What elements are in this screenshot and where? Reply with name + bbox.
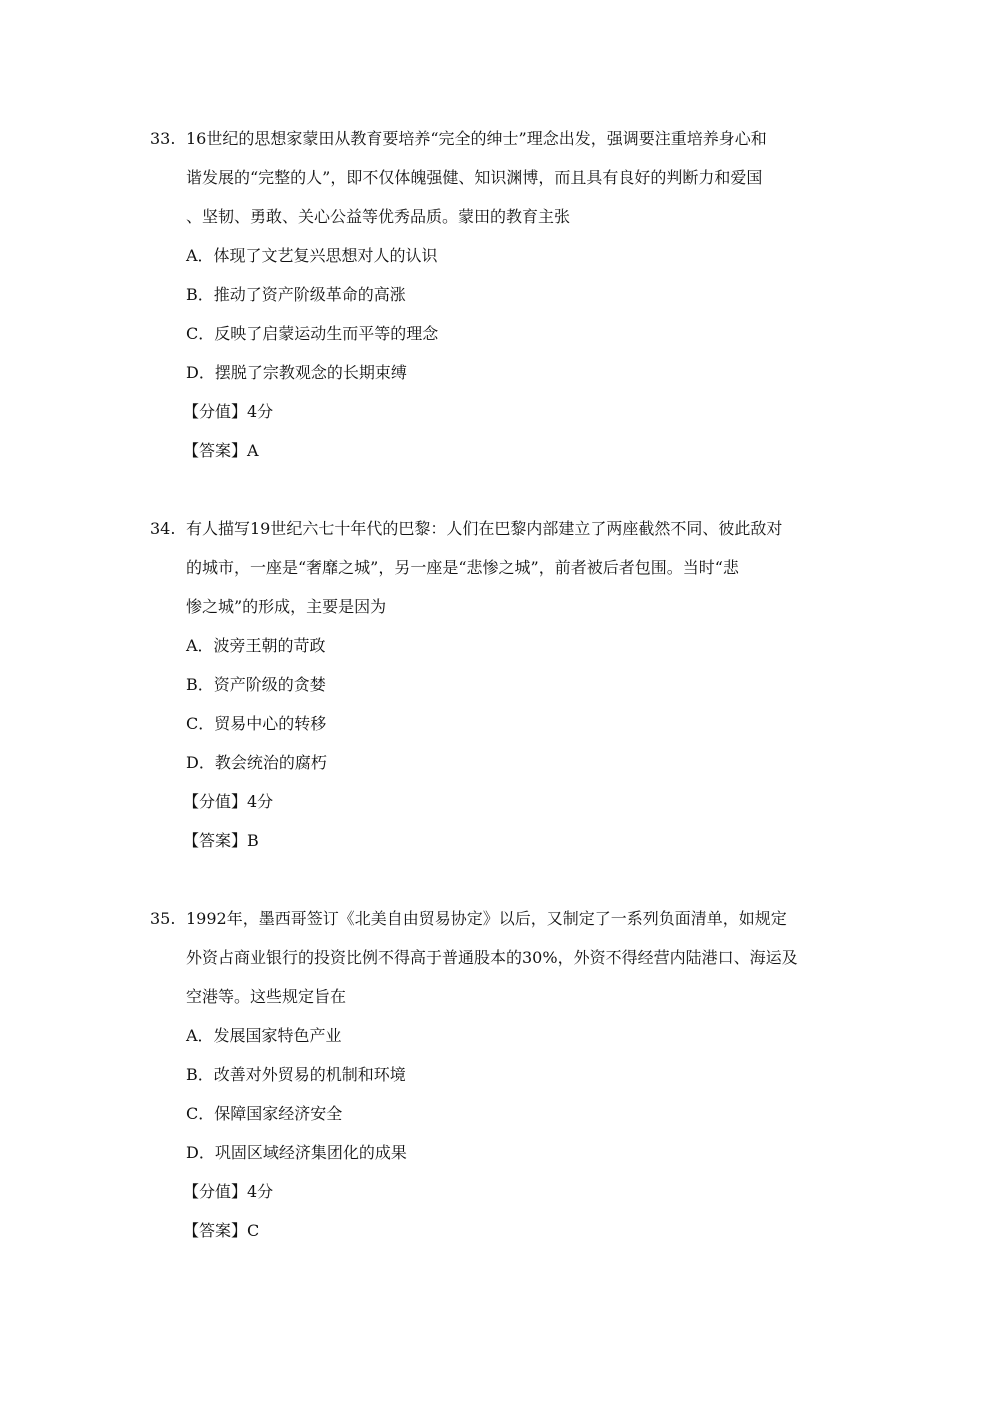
question-number: 35. [150, 909, 176, 928]
option-d: D．巩固区域经济集团化的成果 [186, 1143, 407, 1162]
option-d: D．教会统治的腐朽 [186, 753, 327, 772]
question-stem-line: 有人描写19世纪六七十年代的巴黎：人们在巴黎内部建立了两座截然不同、彼此敌对 [186, 519, 783, 538]
option-a: A．发展国家特色产业 [186, 1026, 342, 1045]
option-c: C．保障国家经济安全 [186, 1104, 343, 1123]
option-b: B．改善对外贸易的机制和环境 [186, 1065, 406, 1084]
question-stem-line: 、坚韧、勇敢、关心公益等优秀品质。蒙田的教育主张 [186, 207, 571, 226]
answer-label: 【答案】A [183, 441, 259, 460]
option-c: C．贸易中心的转移 [186, 714, 327, 733]
question-stem-line: 外资占商业银行的投资比例不得高于普通股本的30%，外资不得经营内陆港口、海运及 [186, 948, 798, 967]
score-label: 【分值】4分 [183, 1182, 274, 1201]
answer-label: 【答案】C [183, 1221, 260, 1240]
option-b: B．推动了资产阶级革命的高涨 [186, 285, 406, 304]
option-d: D．摆脱了宗教观念的长期束缚 [186, 363, 407, 382]
question-stem-line: 惨之城”的形成，主要是因为 [186, 597, 387, 616]
question-stem-line: 谐发展的“完整的人”，即不仅体魄强健、知识渊博，而且具有良好的判断力和爱国 [186, 168, 763, 187]
option-a: A．波旁王朝的苛政 [186, 636, 326, 655]
question-stem-line: 的城市，一座是“奢靡之城”，另一座是“悲惨之城”，前者被后者包围。当时“悲 [186, 558, 739, 577]
question-number: 33. [150, 129, 176, 148]
question-stem-line: 空港等。这些规定旨在 [186, 987, 347, 1006]
answer-label: 【答案】B [183, 831, 259, 850]
question-stem-line: 1992年，墨西哥签订《北美自由贸易协定》以后，又制定了一系列负面清单，如规定 [186, 909, 787, 928]
question-number: 34. [150, 519, 176, 538]
score-label: 【分值】4分 [183, 402, 274, 421]
question-stem-line: 16世纪的思想家蒙田从教育要培养“完全的绅士”理念出发，强调要注重培养身心和 [186, 129, 767, 148]
option-a: A．体现了文艺复兴思想对人的认识 [186, 246, 438, 265]
score-label: 【分值】4分 [183, 792, 274, 811]
option-b: B．资产阶级的贪婪 [186, 675, 326, 694]
option-c: C．反映了启蒙运动生而平等的理念 [186, 324, 439, 343]
